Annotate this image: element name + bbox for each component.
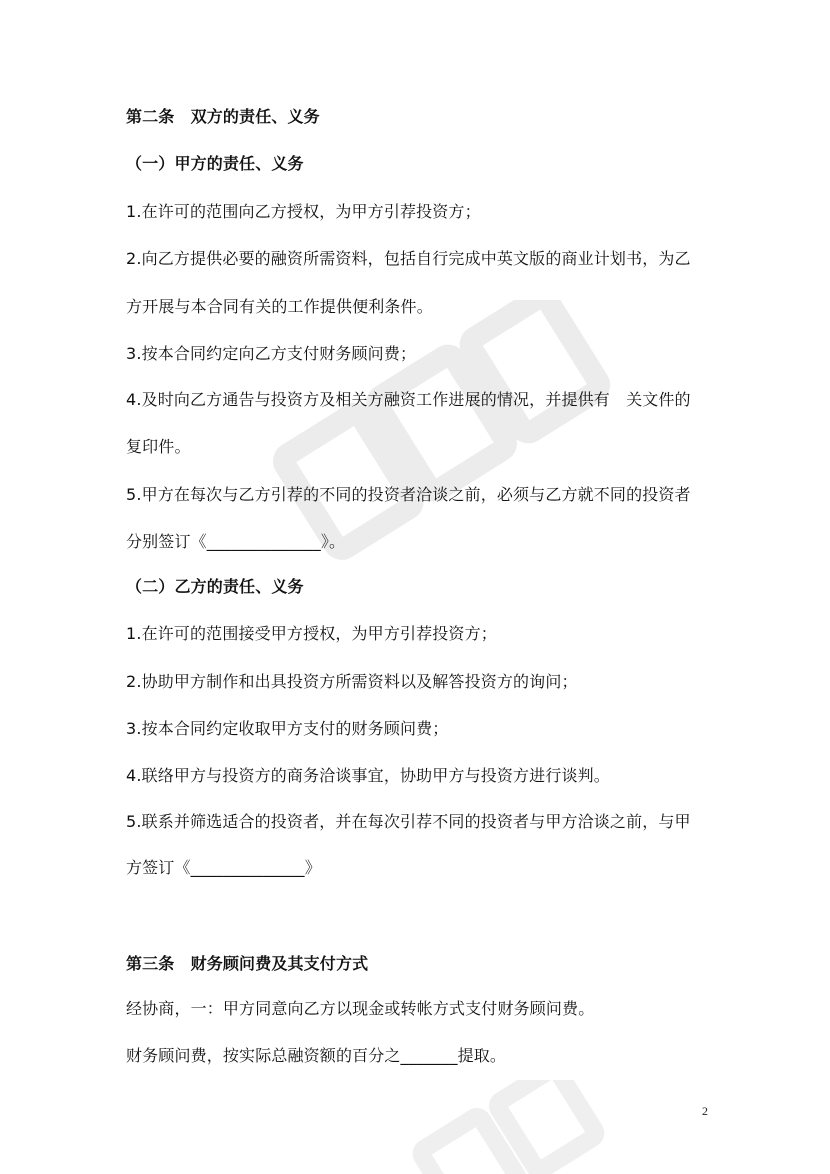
watermark-logo-bottom: [380, 1080, 640, 1174]
party-b-item-3: 3.按本合同约定收取甲方支付的财务顾问费；: [126, 719, 449, 738]
page-number: 2: [702, 1104, 708, 1118]
watermark-logo: [250, 300, 630, 560]
party-a-item-4-line-2: 复印件。: [126, 437, 191, 456]
party-a-heading: （一）甲方的责任、义务: [126, 154, 304, 173]
party-a-item-2-line-1: 2.向乙方提供必要的融资所需资料，包括自行完成中英文版的商业计划书，为乙: [126, 249, 691, 268]
article-3-paragraph-2: 财务顾问费，按实际总融资额的百分之_______提取。: [126, 1046, 507, 1065]
party-a-item-2-line-2: 方开展与本合同有关的工作提供便利条件。: [126, 297, 433, 316]
party-a-item-5-line-2: 分别签订《______________》。: [126, 532, 346, 551]
party-a-item-1: 1.在许可的范围向乙方授权，为甲方引荐投资方；: [126, 202, 481, 221]
party-b-heading: （二）乙方的责任、义务: [126, 577, 304, 596]
article-2-title: 第二条 双方的责任、义务: [126, 107, 320, 126]
party-a-item-3: 3.按本合同约定向乙方支付财务顾问费；: [126, 344, 417, 363]
party-a-item-4-line-1: 4.及时向乙方通告与投资方及相关方融资工作进展的情况，并提供有 关文件的: [126, 390, 691, 409]
party-a-item-5-line-1: 5.甲方在每次与乙方引荐的不同的投资者洽谈之前，必须与乙方就不同的投资者: [126, 485, 691, 504]
party-b-item-1: 1.在许可的范围接受甲方授权，为甲方引荐投资方；: [126, 624, 497, 643]
party-b-item-5-line-1: 5.联系并筛选适合的投资者，并在每次引荐不同的投资者与甲方洽谈之前，与甲: [126, 812, 691, 831]
party-b-item-5-line-2: 方签订《______________》: [126, 858, 321, 877]
article-3-paragraph-1: 经协商，一：甲方同意向乙方以现金或转帐方式支付财务顾问费。: [126, 999, 595, 1018]
article-3-title: 第三条 财务顾问费及其支付方式: [126, 954, 369, 973]
party-b-item-2: 2.协助甲方制作和出具投资方所需资料以及解答投资方的询问；: [126, 672, 578, 691]
party-b-item-4: 4.联络甲方与投资方的商务洽谈事宜，协助甲方与投资方进行谈判。: [126, 766, 610, 785]
